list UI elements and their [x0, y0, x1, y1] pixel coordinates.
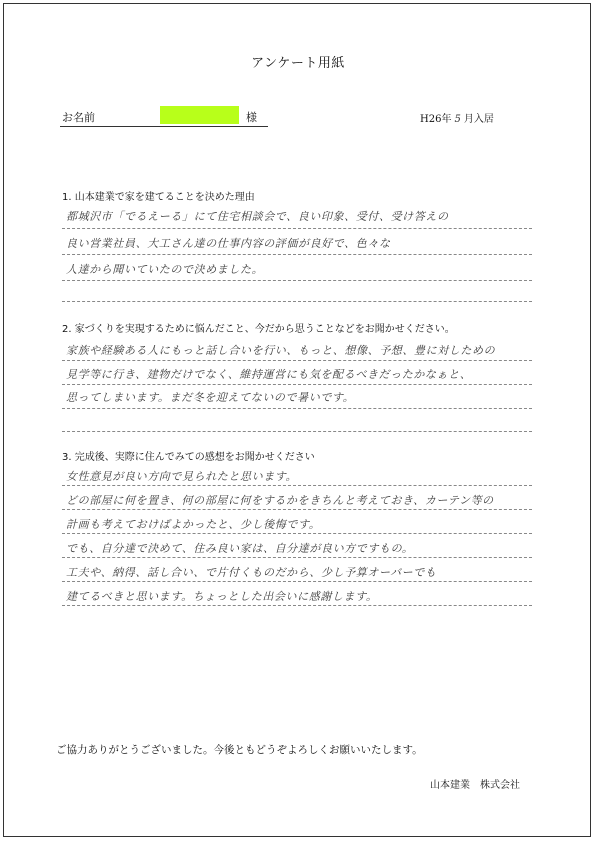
answer-rule	[62, 301, 532, 302]
question-1-label: 1. 山本建業で家を建てることを決めた理由	[62, 192, 255, 203]
question-2-label: 2. 家づくりを実現するために悩んだこと、今だから思うことなどをお聞かせください。	[62, 324, 455, 335]
answer-rule	[62, 431, 532, 432]
move-in-date	[420, 110, 494, 125]
answer-line: でも、自分達で決めて、住み良い家は、自分達が良い方ですもの。	[66, 542, 414, 555]
name-underline	[60, 126, 268, 127]
answer-line: 見学等に行き、建物だけでなく、維持運営にも気を配るべきだったかなぁと、	[66, 368, 472, 381]
answer-line: 家族や経験ある人にもっと話し合いを行い、もっと、想像、予想、豊に対しための	[66, 344, 496, 357]
move-in-year: H26年	[420, 114, 452, 125]
redacted-name-highlight	[160, 106, 239, 124]
move-in-month-handwritten: 5	[454, 114, 461, 125]
answer-line: 計画も考えておけばよかったと、少し後悔です。	[66, 518, 321, 531]
survey-sheet	[3, 3, 591, 837]
answer-line: 都城沢市「でるえーる」にて住宅相談会で、良い印象、受付、受け答えの	[66, 210, 449, 223]
answer-line: 良い営業社員、大工さん達の仕事内容の評価が良好で、色々な	[66, 237, 391, 250]
answer-rule	[62, 384, 532, 385]
answer-rule	[62, 557, 532, 558]
name-label: お名前	[62, 111, 95, 124]
answer-line: 建てるべきと思います。ちょっとした出会いに感謝します。	[66, 590, 378, 603]
answer-rule	[62, 228, 532, 229]
answer-rule	[62, 408, 532, 409]
answer-line: 人達から聞いていたので決めました。	[66, 263, 264, 276]
answer-rule	[62, 581, 532, 582]
answer-line: 女性意見が良い方向で見られたと思います。	[66, 470, 298, 483]
company-name: 山本建業 株式会社	[430, 780, 520, 791]
move-in-suffix: 月入居	[463, 114, 494, 125]
closing-thanks: ご協力ありがとうございました。今後ともどうぞよろしくお願いいたします。	[56, 744, 423, 756]
answer-line: 工夫や、納得、話し合い、で片付くものだから、少し予算オーバーでも	[66, 566, 437, 579]
answer-rule	[62, 254, 532, 255]
answer-rule	[62, 280, 532, 281]
answer-rule	[62, 360, 532, 361]
question-3-label: 3. 完成後、実際に住んでみての感想をお聞かせください	[62, 452, 315, 463]
answer-line: どの部屋に何を置き、何の部屋に何をするかをきちんと考えておき、カーテン等の	[66, 494, 494, 507]
answer-rule	[62, 605, 532, 606]
answer-rule	[62, 533, 532, 534]
honorific-label: 様	[246, 111, 257, 124]
answer-rule	[62, 485, 532, 486]
page-title: アンケート用紙	[251, 56, 345, 71]
answer-rule	[62, 509, 532, 510]
answer-line: 思ってしまいます。まだ冬を迎えてないので暑いです。	[66, 391, 355, 404]
